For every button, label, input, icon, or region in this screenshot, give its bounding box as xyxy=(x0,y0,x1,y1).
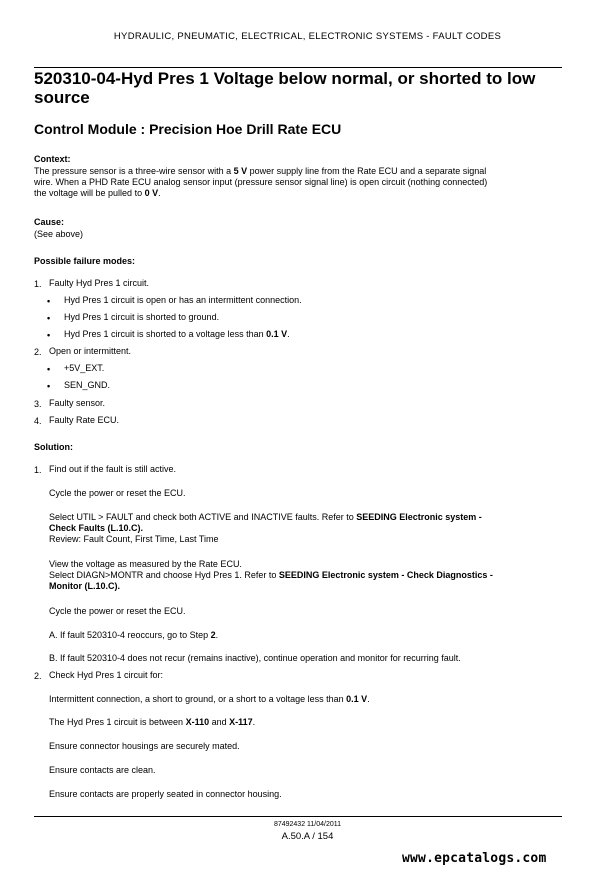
select-util-line-2: Check Faults (L.10.C). xyxy=(49,523,144,533)
bullet-icon: • xyxy=(47,330,51,340)
bullet-item: Hyd Pres 1 circuit is shorted to ground. xyxy=(64,312,220,322)
bullet-item: Hyd Pres 1 circuit is shorted to a voltage less than 0.1 V. xyxy=(64,329,290,339)
option-a-text: A. If fault 520310-4 reoccurs, go to Step 2. xyxy=(49,630,219,640)
failure-mode-item: Faulty Rate ECU. xyxy=(49,415,120,425)
failure-mode-item: Open or intermittent. xyxy=(49,346,132,356)
fault-title: 520310-04-Hyd Pres 1 Voltage below normal, or shorted to low source xyxy=(34,69,536,107)
failure-mode-number: 3. xyxy=(34,399,42,409)
option-b-text: B. If fault 520310-4 does not recur (remains inactive), continue operation and monitor for recurring fault. xyxy=(49,653,461,663)
select-diagn-line-1: Select DIAGN>MONTR and choose Hyd Pres 1. Refer to SEEDING Electronic system - Check Diagnostics - xyxy=(49,570,493,580)
context-line-1: The pressure sensor is a three-wire sensor with a 5 V power supply line from the Rate ECU and a separate signal xyxy=(34,166,487,176)
context-line-3: the voltage will be pulled to 0 V. xyxy=(34,188,161,198)
section-header: HYDRAULIC, PNEUMATIC, ELECTRICAL, ELECTRONIC SYSTEMS - FAULT CODES xyxy=(113,31,502,42)
cycle-power-text: Cycle the power or reset the ECU. xyxy=(49,488,186,498)
select-diagn-line-2: Monitor (L.10.C). xyxy=(49,581,120,591)
step-1-text: Find out if the fault is still active. xyxy=(49,464,177,474)
ensure-mated-text: Ensure connector housings are securely mated. xyxy=(49,741,240,751)
cause-text: (See above) xyxy=(34,229,84,239)
failure-modes-label: Possible failure modes: xyxy=(34,256,136,266)
review-text: Review: Fault Count, First Time, Last Time xyxy=(49,534,219,544)
bullet-icon: • xyxy=(47,313,51,323)
step-number: 2. xyxy=(34,671,42,681)
page-number: A.50.A / 154 xyxy=(281,831,334,842)
cause-label: Cause: xyxy=(34,217,65,227)
select-util-line-1: Select UTIL > FAULT and check both ACTIVE and INACTIVE faults. Refer to SEEDING Electronic system - xyxy=(49,512,482,522)
view-voltage-text: View the voltage as measured by the Rate ECU. xyxy=(49,559,242,569)
failure-mode-number: 2. xyxy=(34,347,42,357)
context-label: Context: xyxy=(34,154,71,164)
step-2-text: Check Hyd Pres 1 circuit for: xyxy=(49,670,164,680)
bullet-item: +5V_EXT. xyxy=(64,363,105,373)
intermittent-text: Intermittent connection, a short to ground, or a short to a voltage less than 0.1 V. xyxy=(49,694,370,704)
failure-mode-number: 4. xyxy=(34,416,42,426)
cycle-power-text-2: Cycle the power or reset the ECU. xyxy=(49,606,186,616)
context-line-2: wire. When a PHD Rate ECU analog sensor input (pressure sensor signal line) is open circuit (nothing connected) xyxy=(34,177,488,187)
bullet-icon: • xyxy=(47,364,51,374)
failure-mode-item: Faulty sensor. xyxy=(49,398,106,408)
header-rule xyxy=(34,67,562,68)
footer-rule xyxy=(34,816,562,817)
circuit-between-text: The Hyd Pres 1 circuit is between X-110 and X-117. xyxy=(49,717,256,727)
bullet-item: SEN_GND. xyxy=(64,380,111,390)
failure-mode-item: Faulty Hyd Pres 1 circuit. xyxy=(49,278,150,288)
step-number: 1. xyxy=(34,465,42,475)
document-number: 87492432 11/04/2011 xyxy=(273,821,342,828)
failure-mode-number: 1. xyxy=(34,279,42,289)
bullet-item: Hyd Pres 1 circuit is open or has an intermittent connection. xyxy=(64,295,302,305)
control-module-heading: Control Module : Precision Hoe Drill Rate ECU xyxy=(34,121,342,137)
watermark: www.epcatalogs.com xyxy=(402,851,547,866)
ensure-seated-text: Ensure contacts are properly seated in connector housing. xyxy=(49,789,282,799)
solution-label: Solution: xyxy=(34,442,73,452)
bullet-icon: • xyxy=(47,296,51,306)
bullet-icon: • xyxy=(47,381,51,391)
ensure-clean-text: Ensure contacts are clean. xyxy=(49,765,156,775)
